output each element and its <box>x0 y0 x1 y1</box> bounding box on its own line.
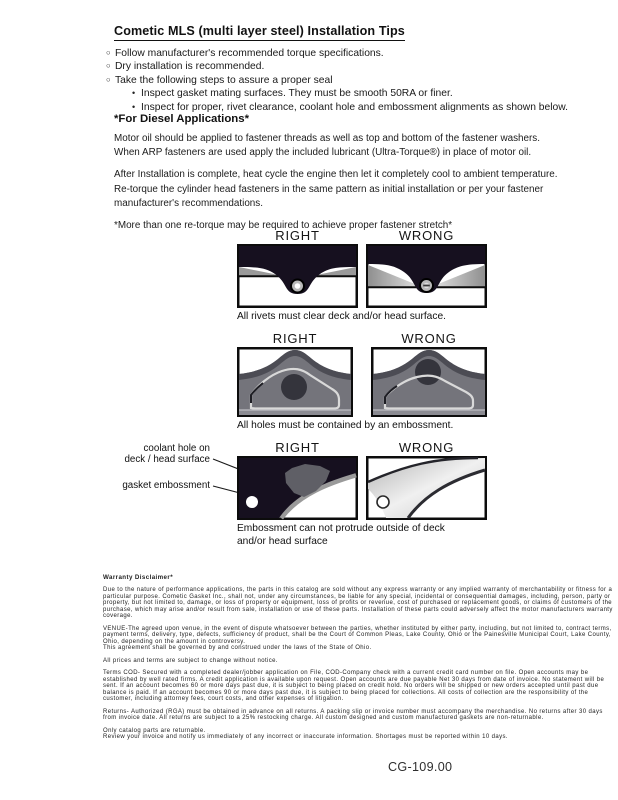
bullet-text: Take the following steps to assure a proper seal <box>115 74 333 86</box>
right-label: RIGHT <box>275 228 320 243</box>
figure-row-embossment-protrusion <box>237 440 487 548</box>
embossment-right-diagram <box>237 347 353 417</box>
legal-paragraph: Returns- Authorized (RGA) must be obtained in advance on all returns. A packing slip or invoice number must accompany the merchandise. No returns after 30 days from invoice date. All returns are subject to a 25% restocking charge. All custom designed and custom manufactured gaskets are non-returnable. <box>103 708 603 721</box>
paragraph: After Installation is complete, heat cycle the engine then let it completely cool to ambient temperature. Re-torque the cylinder head fasteners in the same pattern as initial installation or per your fastener manufacturer's recommendations. <box>114 169 558 209</box>
circle-bullet-icon: ○ <box>106 61 111 71</box>
legal-paragraph: Due to the nature of performance applications, the parts in this catalog are sold without any express warranty or any implied warranty of merchantability or fitness for a particular purpose. Cometic Gasket Inc., shall not, under any circumstances, be liable for any special, incidental or consequential damages, including, person, party or property, but not limited to, damage, or loss of property or equipment, loss of profits or revenue, cost of purchased or replacement goods, or claims of customers of the purchase, which may arise and/or result from sale, installation or use of these parts. Installation of these parts could adversely affect the motor manufacturers warranty coverage. <box>103 587 613 619</box>
rivet-wrong-diagram <box>366 244 487 308</box>
warranty-disclaimer-section <box>103 574 615 747</box>
bullet-text: Dry installation is recommended. <box>115 61 265 73</box>
page-title: Cometic MLS (multi layer steel) Installation Tips <box>114 24 405 41</box>
installation-tips-section <box>106 22 594 114</box>
retorque-note: *More than one re-torque may be required to achieve proper fastener stretch* <box>114 220 453 232</box>
section-heading: *For Diesel Applications* <box>114 113 250 125</box>
figure-caption: All holes must be contained by an embossment. <box>237 420 454 431</box>
legal-paragraph: Review your invoice and notify us immediately of any incorrect or inaccurate information. Shortages must be reported within 10 days. <box>103 734 508 740</box>
warranty-disclaimer-heading: Warranty Disclaimer* <box>103 574 174 581</box>
bullet-text: Follow manufacturer's recommended torque specifications. <box>115 48 384 59</box>
dot-bullet-icon: • <box>132 101 136 112</box>
catalog-page-code: CG-109.00 <box>388 760 453 774</box>
figures-section <box>122 228 487 556</box>
coolant-hole-annotation: coolant hole on deck / head surface <box>124 443 210 465</box>
bullet-text: Inspect for proper, rivet clearance, coolant hole and embossment alignments as shown below. <box>141 101 568 113</box>
legal-paragraph: Only catalog parts are returnable. <box>103 727 206 734</box>
dot-bullet-icon: • <box>132 88 136 99</box>
right-label: RIGHT <box>275 440 320 455</box>
sub-list-item <box>132 87 594 100</box>
protrusion-wrong-diagram <box>366 456 487 520</box>
legal-paragraph: VENUE-The agreed upon venue, in the event of dispute whatsoever between the parties, whether instituted by either party, including, but not limited to, contract terms, payment terms, delivery, type, defects, sufficiency of product, shall be the Court of Common Pleas, Lake County, Ohio or the Painesville Municipal Court, Lake County, Ohio, depending on the amount in controversy. <box>103 625 612 645</box>
figure-row-embossment-containment <box>122 331 487 491</box>
right-label: RIGHT <box>272 331 318 346</box>
legal-paragraph: This agreement shall be governed by and construed under the laws of the State of Ohio. <box>103 645 372 651</box>
list-item <box>106 60 594 73</box>
legal-paragraph: All prices and terms are subject to change without notice. <box>103 657 278 664</box>
paragraph: Motor oil should be applied to fastener threads as well as top and bottom of the fastener washers. When ARP fasteners are used apply the included lubricant (Ultra-Torque®) in place of motor oil. <box>114 133 540 159</box>
rivet-right-diagram <box>237 244 358 308</box>
circle-bullet-icon: ○ <box>106 48 111 57</box>
figure-caption: All rivets must clear deck and/or head surface. <box>237 311 446 322</box>
diesel-applications-section <box>114 113 566 241</box>
bullet-text: Inspect gasket mating surfaces. They must be smooth 50RA or finer. <box>141 88 453 100</box>
wrong-label: WRONG <box>401 331 457 346</box>
circle-bullet-icon: ○ <box>106 74 111 84</box>
gasket-embossment-annotation: gasket embossment <box>122 480 210 491</box>
figure-row-rivets <box>237 228 487 323</box>
list-item <box>106 74 594 87</box>
legal-paragraph: Terms COD- Secured with a completed dealer/jobber application on File, COD-Company check with a current credit card number on file. Open accounts may be established by well rated firms. A credit application is available upon request. Open accounts are due payable Net 30 days from date of invoice. No statement will be sent. If an account becomes 60 or more days past due, it is subject to being placed on credit hold. No orders will be shipped or new orders accepted until past due balance is paid. If an account becomes 90 or more days past due, it is subject to being placed for collections. All costs of collection are the responsibility of the customer, including attorney fees, court costs, and other expenses of litigation. <box>103 670 605 702</box>
embossment-wrong-diagram <box>371 347 487 417</box>
wrong-label: WRONG <box>398 228 455 243</box>
wrong-label: WRONG <box>398 440 455 455</box>
protrusion-right-diagram <box>237 456 358 520</box>
figure-caption: Embossment can not protrude outside of deck and/or head surface <box>237 523 445 547</box>
list-item <box>106 47 594 60</box>
